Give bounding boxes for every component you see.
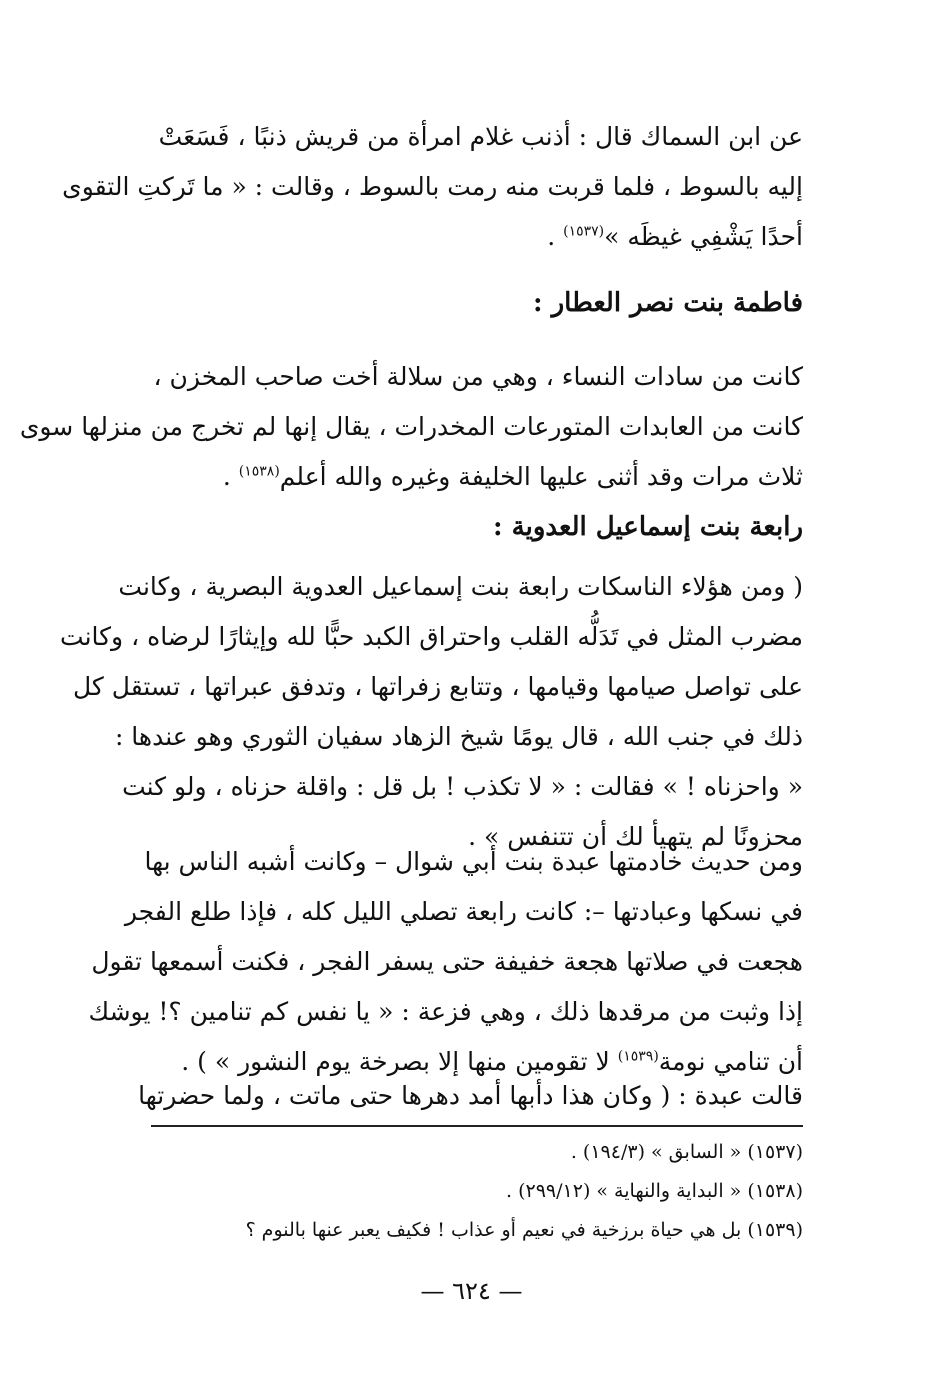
text-fragment: ثلاث مرات وقد أثنى عليها الخليفة وغيره والله أعلم xyxy=(279,462,803,491)
paragraph-abda-said xyxy=(113,1071,803,1121)
section-heading-rabia: رابعة بنت إسماعيل العدوية : xyxy=(493,512,803,542)
text-line: كانت من العابدات المتورعات المخدرات ، يقال إنها لم تخرج من منزلها سوى xyxy=(19,412,803,441)
text-line: عن ابن السماك قال : أذنب غلام امرأة من قريش ذنبًا ، فَسَعَتْ xyxy=(158,122,803,151)
section-heading-fatima: فاطمة بنت نصر العطار : xyxy=(532,288,803,318)
paragraph-ibn-sammak xyxy=(62,112,803,262)
text-line: قالت عبدة : ( وكان هذا دأبها أمد دهرها حتى ماتت ، ولما حضرتها xyxy=(138,1081,803,1110)
text-line: « واحزناه ! » فقالت : « لا تكذب ! بل قل : واقلة حزناه ، ولو كنت xyxy=(122,772,803,801)
footnote-1538: (١٥٣٨) « البداية والنهاية » (٢٩٩/١٢) . xyxy=(506,1180,803,1202)
footnote-1537: (١٥٣٧) « السابق » (١٩٤/٣) . xyxy=(570,1141,803,1163)
footnote-marker: (١٥٣٨) xyxy=(238,463,280,480)
footnote-1539: (١٥٣٩) بل هي حياة برزخية في نعيم أو عذاب ! فكيف يعبر عنها بالنوم ؟ xyxy=(245,1219,803,1241)
text-fragment: . xyxy=(547,222,564,251)
text-line: إليه بالسوط ، فلما قربت منه رمت بالسوط ، وقالت : « ما تَركتِ التقوى xyxy=(62,172,803,201)
text-line: محزونًا لم يتهيأ لك أن تتنفس » . xyxy=(468,822,803,851)
text-line: كانت من سادات النساء ، وهي من سلالة أخت صاحب المخزن ، xyxy=(153,362,803,391)
footnote-marker: (١٥٣٩) xyxy=(617,1048,659,1065)
text-line: هجعت في صلاتها هجعة خفيفة حتى يسفر الفجر ، فكنت أسمعها تقول xyxy=(91,947,803,976)
text-line: مضرب المثل في تَدَلُّه القلب واحتراق الكبد حبًّا لله وإيثارًا لرضاه ، وكانت xyxy=(60,622,803,651)
text-fragment: أن تنامي نومة xyxy=(658,1047,803,1076)
text-line xyxy=(113,452,803,502)
text-line: على تواصل صيامها وقيامها ، وتتابع زفراتها ، وتدفق عبراتها ، تستقل كل xyxy=(72,672,803,701)
text-line: ومن حديث خادمتها عبدة بنت أبي شوال – وكانت أشبه الناس بها xyxy=(144,847,803,876)
text-line: ذلك في جنب الله ، قال يومًا شيخ الزهاد سفيان الثوري وهو عندها : xyxy=(114,722,803,751)
paragraph-fatima xyxy=(19,352,803,502)
text-line: إذا وثبت من مرقدها ذلك ، وهي فزعة : « يا نفس كم تنامين ؟! يوشك xyxy=(88,997,803,1026)
paragraph-rabia-intro xyxy=(60,562,803,862)
paragraph-abda-account xyxy=(88,837,803,1087)
text-line: في نسكها وعبادتها –: كانت رابعة تصلي الليل كله ، فإذا طلع الفجر xyxy=(124,897,803,926)
footnote-marker: (١٥٣٧) xyxy=(563,223,605,240)
footnote-divider xyxy=(151,1125,803,1127)
text-fragment: . xyxy=(222,462,239,491)
text-fragment: لا تقومين منها إلا بصرخة يوم النشور » ) . xyxy=(181,1047,618,1076)
page-number: — ٦٢٤ — xyxy=(420,1277,523,1305)
text-line xyxy=(113,212,803,262)
text-line: ( ومن هؤلاء الناسكات رابعة بنت إسماعيل العدوية البصرية ، وكانت xyxy=(118,572,803,601)
text-fragment: أحدًا يَشْفِي غيظَه » xyxy=(604,222,803,251)
